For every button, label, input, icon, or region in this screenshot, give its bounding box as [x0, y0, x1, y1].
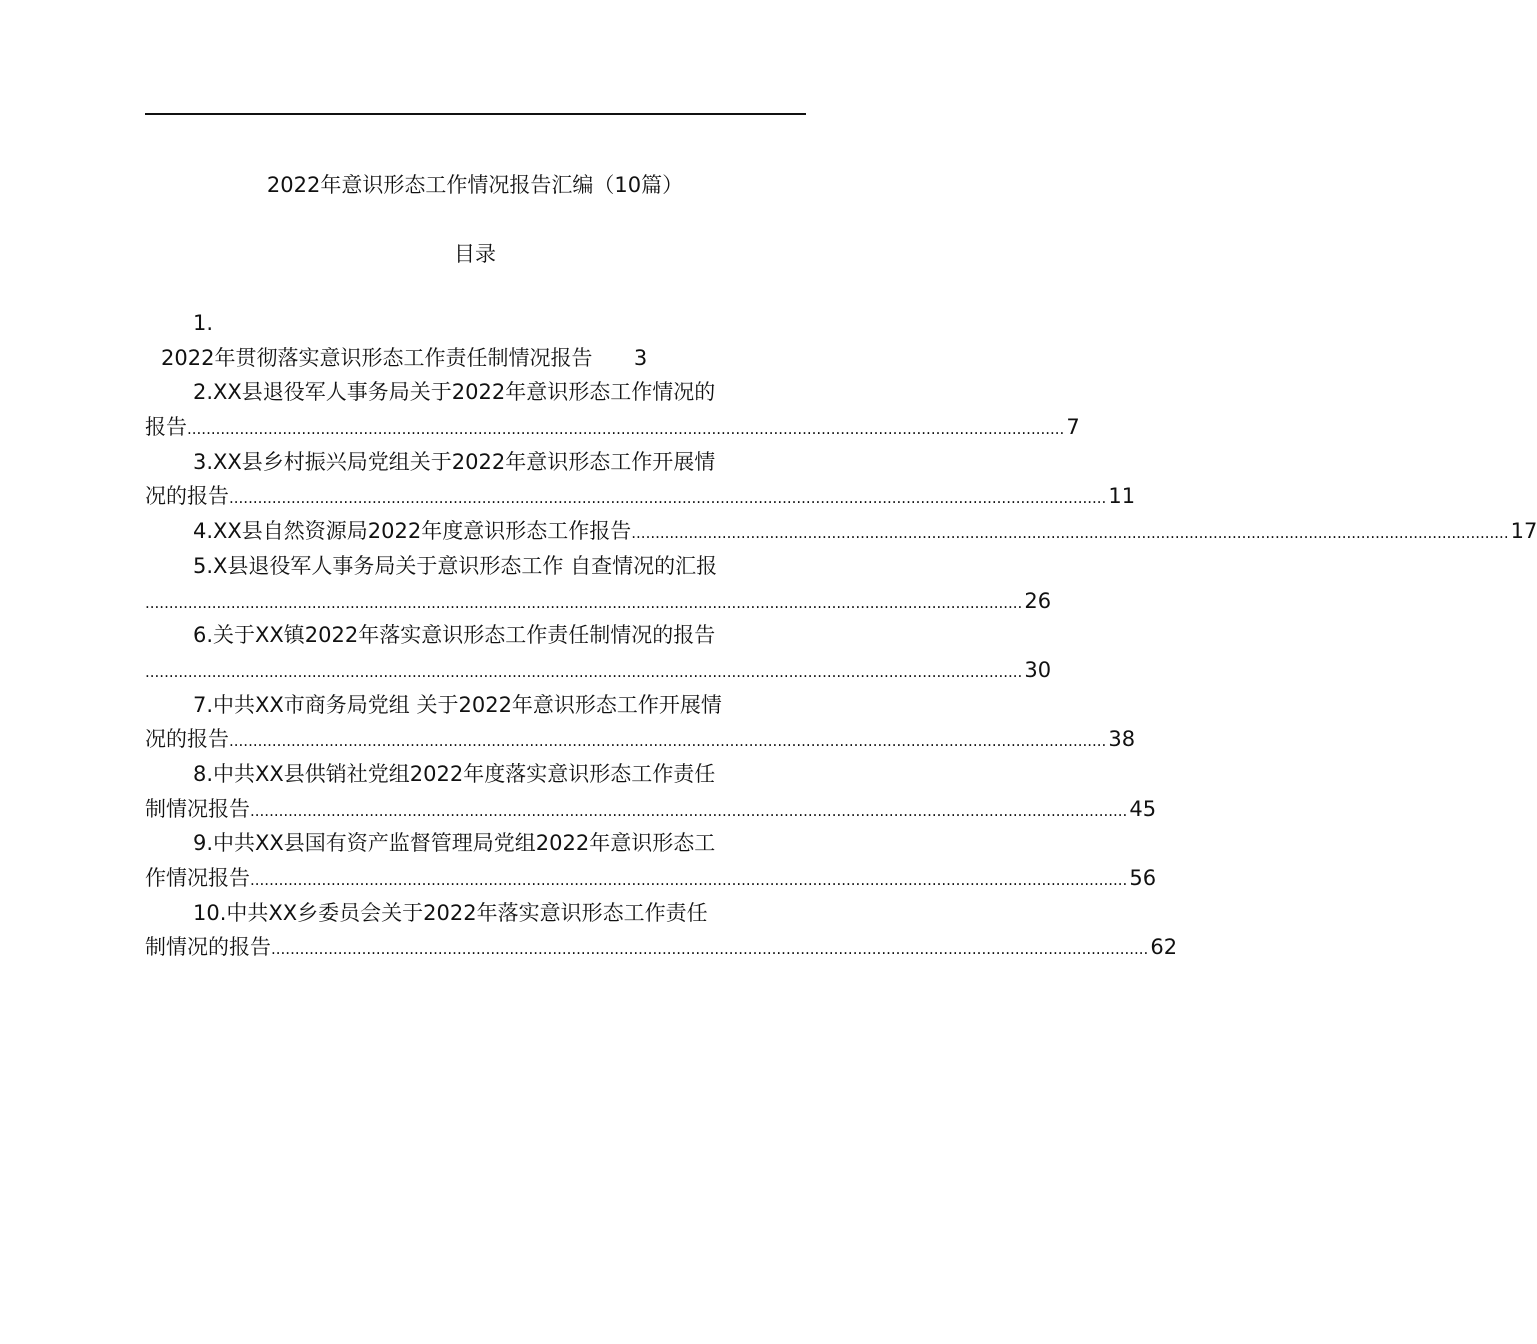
- toc-entry-page: 62: [1150, 935, 1178, 960]
- toc-entry-5-cont[interactable]: [145, 584, 1052, 619]
- toc-entry-title-cont: 制情况的报告: [145, 935, 271, 960]
- toc-entry-page: 30: [1024, 657, 1052, 682]
- toc-entry-page: 26: [1024, 588, 1052, 613]
- toc-entry-1[interactable]: [145, 341, 806, 376]
- toc-entry-4[interactable]: [145, 514, 1537, 549]
- leader-dots: ........................................................................................................................................................................................: [250, 871, 1128, 889]
- toc-entry-3[interactable]: 3.XX县乡村振兴局党组关于2022年意识形态工作开展情: [193, 449, 716, 474]
- toc-entry-2-cont[interactable]: [145, 410, 1080, 445]
- document-title: 2022年意识形态工作情况报告汇编（10篇）: [266, 173, 684, 197]
- toc-entry-9-cont[interactable]: [145, 861, 1157, 896]
- toc-entry-title-cont: 作情况报告: [145, 866, 250, 890]
- toc-heading: 目录: [454, 242, 496, 266]
- leader-dots: ........................................................................................................................................................................................: [229, 489, 1107, 508]
- toc-entry-6-cont[interactable]: [145, 653, 1052, 688]
- toc-entry-page: 45: [1129, 796, 1157, 821]
- toc-entry-page: 11: [1108, 484, 1136, 509]
- header-rule: [145, 113, 806, 115]
- leader-dots: ........................................................................................................................................................................................: [187, 420, 1065, 439]
- toc-entry-2[interactable]: 2.XX县退役军人事务局关于2022年意识形态工作情况的: [193, 380, 716, 405]
- leader-dots: ........................................................................................................................................................................................: [271, 940, 1149, 959]
- toc-entry-title-cont: 况的报告: [145, 484, 229, 509]
- toc-entry-1-number[interactable]: 1.: [193, 311, 214, 335]
- toc-entry-title-cont: 制情况报告: [145, 796, 250, 821]
- toc-entry-6[interactable]: 6.关于XX镇2022年落实意识形态工作责任制情况的报告: [193, 623, 716, 648]
- toc-entry-7-cont[interactable]: [145, 722, 1136, 757]
- toc-entry-9[interactable]: 9.中共XX县国有资产监督管理局党组2022年意识形态工: [193, 831, 716, 856]
- leader-dots: ........................................................................................................................................................................................: [250, 801, 1128, 820]
- toc-entry-10-cont[interactable]: [145, 930, 1178, 965]
- toc-entry-8[interactable]: 8.中共XX县供销社党组2022年度落实意识形态工作责任: [193, 761, 716, 786]
- toc-entry-page: 7: [1066, 415, 1080, 440]
- toc-entry-3-cont[interactable]: [145, 479, 1136, 514]
- toc-entry-title-cont: 况的报告: [145, 727, 229, 752]
- toc-entry-page: 17: [1510, 519, 1537, 544]
- toc-entry-10[interactable]: 10.中共XX乡委员会关于2022年落实意识形态工作责任: [193, 900, 708, 925]
- leader-dots: ........................................................................................................................................................................................: [229, 732, 1107, 751]
- toc-entry-page: 3: [633, 345, 648, 370]
- toc-entry-page: 38: [1108, 727, 1136, 752]
- table-of-contents: [145, 306, 1537, 965]
- leader-dots: ........................................................................................................................................................................................: [145, 593, 1023, 612]
- toc-entry-7[interactable]: 7.中共XX市商务局党组 关于2022年意识形态工作开展情: [193, 692, 722, 717]
- leader-dots: ........................................................................................................................................................................................: [631, 524, 1509, 543]
- toc-entry-title: 2022年贯彻落实意识形态工作责任制情况报告: [161, 345, 593, 370]
- toc-entry-title: 4.XX县自然资源局2022年度意识形态工作报告: [193, 519, 632, 544]
- toc-entry-8-cont[interactable]: [145, 792, 1157, 827]
- leader-dots: ........................................................................................................................................................................................: [145, 662, 1023, 681]
- toc-entry-page: 56: [1129, 866, 1157, 890]
- toc-entry-title-cont: 报告: [145, 415, 187, 440]
- toc-entry-5[interactable]: 5.X县退役军人事务局关于意识形态工作 自查情况的汇报: [193, 553, 718, 578]
